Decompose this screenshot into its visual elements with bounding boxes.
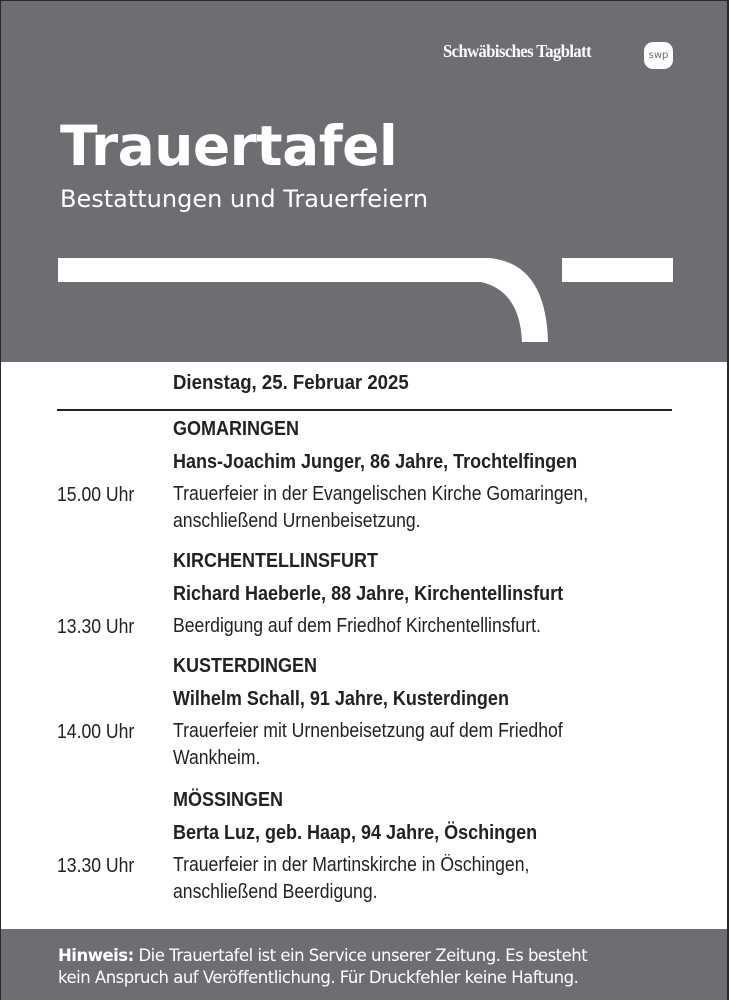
- entry-place: KIRCHENTELLINSFURT: [173, 550, 378, 572]
- entry-description: Trauerfeier in der Martinskirche in Öschingen,: [173, 854, 530, 876]
- decorative-road-graphic-icon: [1, 1, 727, 362]
- entry-place: KUSTERDINGEN: [173, 655, 318, 677]
- disclaimer-text: [58, 945, 698, 989]
- entry-description-cont: Wankheim.: [173, 747, 261, 769]
- entry-person: Hans-Joachim Junger, 86 Jahre, Trochtelfingen: [173, 451, 578, 473]
- entry-description: Beerdigung auf dem Friedhof Kirchentellinsfurt.: [173, 615, 541, 637]
- page-title: Trauertafel: [60, 114, 398, 178]
- entry-description-cont: anschließend Urnenbeisetzung.: [173, 510, 421, 532]
- header-banner: [1, 1, 727, 362]
- entry-person: Berta Luz, geb. Haap, 94 Jahre, Öschingen: [173, 822, 538, 844]
- entry-person: Wilhelm Schall, 91 Jahre, Kusterdingen: [173, 688, 509, 710]
- entry-person: Richard Haeberle, 88 Jahre, Kirchentellinsfurt: [173, 583, 564, 605]
- entry-time: 15.00 Uhr: [57, 484, 135, 506]
- entry-description-cont: anschließend Beerdigung.: [173, 881, 378, 903]
- entry-description: Trauerfeier in der Evangelischen Kirche Gomaringen,: [173, 483, 589, 505]
- newspaper-logo: Schwäbisches Tagblatt: [443, 41, 592, 61]
- entry-time: 13.30 Uhr: [57, 616, 135, 638]
- divider: [57, 409, 672, 411]
- listing-date: Dienstag, 25. Februar 2025: [173, 372, 409, 394]
- disclaimer-line2: kein Anspruch auf Veröffentlichung. Für Druckfehler keine Haftung.: [58, 968, 579, 987]
- disclaimer-footer: [1, 929, 727, 1000]
- entry-time: 14.00 Uhr: [57, 721, 135, 743]
- swp-badge-icon: swp: [644, 42, 673, 69]
- entry-place: MÖSSINGEN: [173, 789, 284, 811]
- page-subtitle: Bestattungen und Trauerfeiern: [60, 185, 429, 213]
- entry-place: GOMARINGEN: [173, 418, 299, 440]
- entry-description: Trauerfeier mit Urnenbeisetzung auf dem Friedhof: [173, 720, 563, 742]
- disclaimer-line1: Die Trauertafel ist ein Service unserer Zeitung. Es besteht: [133, 946, 588, 965]
- disclaimer-label: Hinweis:: [58, 946, 134, 965]
- entry-time: 13.30 Uhr: [57, 855, 135, 877]
